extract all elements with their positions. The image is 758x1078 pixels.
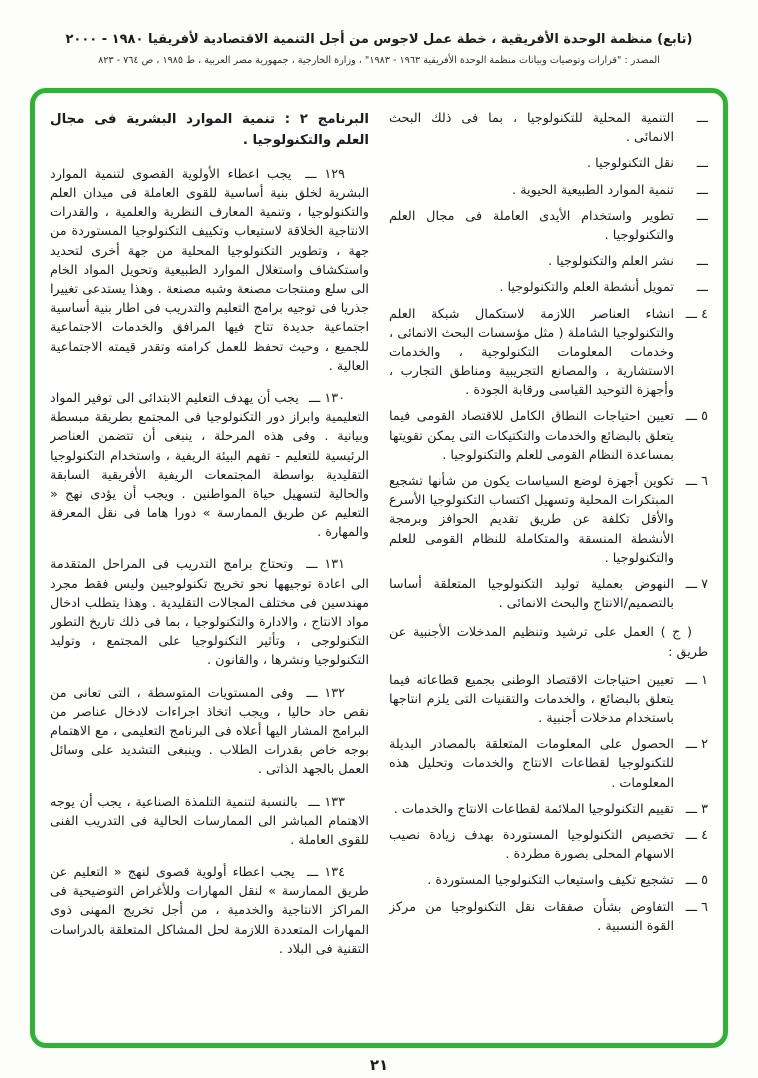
dash-marker: ـــ xyxy=(696,254,708,270)
dash-marker: ـــ xyxy=(696,111,708,126)
item-text: تقييم التكنولوجيا الملائمة لقطاعات الانتاج والخدمات . xyxy=(393,801,674,817)
item-text: تعيين احتياجات النطاق الكامل للاقتصاد القومى فيما يتعلق بالبضائع والخدمات والتكتيكات التى يمكن تقويتها بمساعدة النظام القومى للعلم والتكنولوجيا . xyxy=(389,409,674,463)
paragraph-text: وتحتاج برامج التدريب فى المراحل المتقدمة الى اعادة توجيهها نحو تخريج تكنولوجيين وليس فقط مجرد مهندسين فى مختلف المجالات التقليدية . وهذا يتطلب ادخال مواد الانتاج ، والادارة والتكنولوجيا ، بما فى ذلك تاريخ التطور التكنولوجى ، وتأثير التكنولوجيا على المجتمع ، وتوليد التكنولوجيا ونشرها ، والقانون . xyxy=(50,557,369,669)
numbered-item-4 xyxy=(389,305,708,401)
list-item xyxy=(389,252,708,271)
document-title: (تابع) منظمة الوحدة الأفريقية ، خطة عمل لاجوس من أجل التنمية الاقتصادية لأفريقيا ١٩٨٠ - ٢٠٠٠ xyxy=(65,32,693,47)
item-number: ٦ ـــ xyxy=(685,474,708,489)
item-number: ٥ ـــ xyxy=(685,873,708,889)
item-text: نقل التكنولوجيا . xyxy=(587,156,674,172)
item-text: تمويل أنشطة العلم والتكنولوجيا . xyxy=(499,280,674,296)
foreign-item-5 xyxy=(389,871,708,890)
document-header xyxy=(0,0,758,66)
list-item xyxy=(389,181,708,200)
item-text: تكوين أجهزة لوضع السياسات يكون من شأنها تشجيع المبتكرات المحلية وتسهيل اكتساب التكنولوجيا الأسرع والأقل تكلفة عن طريق تقديم الحوافز وبرمجة الأنشطة المنسقة والمتكاملة للنظام القومى للعلم والتكنولوجيا . xyxy=(389,474,674,566)
paragraph-134 xyxy=(50,863,369,959)
paragraph-132 xyxy=(50,684,369,780)
list-item xyxy=(389,278,708,297)
document-source-line: المصدر : "قرارات وتوصيات وبيانات منظمة الوحدة الأفريقية ١٩٦٣ - ١٩٨٣" ، وزارة الخارجية ، جمهورية مصر العربية ، ط ١٩٨٥ ، ص ٧٦٤ - ٨٢٣ xyxy=(98,55,660,66)
item-number: ٣ ـــ xyxy=(685,801,708,817)
paragraph-number: ١٣٠ ـــ xyxy=(308,390,345,406)
paragraph-130 xyxy=(50,389,369,543)
item-text: النهوض بعملية توليد التكنولوجيا المتعلقة أساسا بالتصميم/الانتاج والبحث الانمائى . xyxy=(389,576,674,612)
paragraph-131 xyxy=(50,555,369,670)
item-text: تشجيع تكيف واستيعاب التكنولوجيا المستوردة . xyxy=(427,873,674,889)
item-number: ٢ ـــ xyxy=(685,737,708,753)
paragraph-number: ١٣١ ـــ xyxy=(306,557,345,573)
item-text: انشاء العناصر اللازمة لاستكمال شبكة العلم والتكنولوجيا الشاملة ( مثل مؤسسات البحث الانمائى ، وخدمات المعلومات التكنولوجية ، والخدمات الاستشارية ، والمصانع التجريبية ومناطق التجارب ، وأجهزة التوحيد القياسى ورقابة الجودة . xyxy=(389,306,674,399)
foreign-item-6 xyxy=(389,898,708,936)
foreign-item-2 xyxy=(389,735,708,793)
paragraph-number: ١٣٢ ـــ xyxy=(306,685,345,701)
item-text: تخصيص التكنولوجيا المستوردة بهدف زيادة نصيب الاسهام المحلى بصورة مطردة . xyxy=(389,828,674,863)
item-number: ٧ ـــ xyxy=(685,576,708,592)
item-number: ٥ ـــ xyxy=(685,409,708,425)
subheading-foreign-inputs: ( ج ) العمل على ترشيد وتنظيم المدخلات الأجنبية عن طريق : xyxy=(389,625,708,660)
paragraph-text: بالنسبة لتنمية التلمذة الصناعية ، يجب أن يوجه الاهتمام المباشر الى الممارسات الحالية فى التدريب الفنى للقوى العاملة . xyxy=(50,794,369,848)
dash-marker: ـــ xyxy=(696,280,708,296)
foreign-item-4 xyxy=(389,826,708,864)
item-number: ٤ ـــ xyxy=(685,828,708,843)
numbered-item-6 xyxy=(389,472,708,568)
paragraph-text: يجب اعطاء الأولوية القصوى لتنمية الموارد البشرية لخلق بنية أساسية للقوى العاملة فى ميدان العلم والتكنولوجيا ، وتنمية المعارف النظرية والعلمية ، والقدرات الانتاجية الخلاقة لاستيعاب وتكييف التكنولوجيا المستوردة من جهة ، وتطوير التكنولوجيا المحلية من جهة أخرى لتحديد واستكشاف واستغلال الموارد الطبيعية وتحويل المواد الخام الى سلع ومنتجات مصنعة وشبه مصنعة . وهذا يستدعى تغييرا جذريا فى توجيه برامج التعليم والتدريب فى اطار بنية أساسية اجتماعية جديدة تتاح فيها المرافق والخدمات الاجتماعية للجميع ، وحيث تحفظ للعمل كرامته وتقدر قيمته الاجتماعية العالية . xyxy=(50,166,369,374)
foreign-item-1 xyxy=(389,671,708,729)
paragraph-number: ١٣٤ ـــ xyxy=(306,865,345,881)
item-number: ٤ ـــ xyxy=(685,306,708,322)
two-column-layout xyxy=(50,109,708,1033)
item-text: تنمية الموارد الطبيعية الحيوية . xyxy=(512,182,674,198)
dash-marker: ـــ xyxy=(696,208,708,224)
item-number: ٦ ـــ xyxy=(685,899,708,915)
item-text: نشر العلم والتكنولوجيا . xyxy=(548,254,674,270)
paragraph-text: وفى المستويات المتوسطة ، التى تعانى من نقص حاد حاليا ، ويجب اتخاذ اجراءات لادخال عناصر من البرامج المشار اليها أعلاه فى البرنامج التعليمى ، مع الاهتمام بوجه خاص بقدرات الطلاب . وينبغى التشديد على وسائل العمل بالجهد الذاتى . xyxy=(50,685,369,778)
dash-marker: ـــ xyxy=(696,156,708,172)
foreign-item-3 xyxy=(389,800,708,819)
item-text: التنمية المحلية للتكنولوجيا ، بما فى ذلك البحث الانمائى . xyxy=(389,111,674,146)
item-text: التفاوض بشأن صفقات نقل التكنولوجيا من مركز القوة النسبية . xyxy=(389,899,674,934)
page-number: ٢١ xyxy=(369,1056,389,1074)
green-border-frame xyxy=(30,88,728,1048)
item-text: تطوير واستخدام الأيدى العاملة فى مجال العلم والتكنولوجيا . xyxy=(389,208,674,243)
paragraph-133 xyxy=(50,793,369,851)
paragraph-text: يجب اعطاء أولوية قصوى لنهج « التعليم عن طريق الممارسة » لنقل المهارات وللأغراض التوضيحية فى المراكز الانتاجية والخدمية ، من أجل تخريج المهنى ذوى المهارات المتعددة اللازمة لحل المشاكل المتعلقة بالدراسات التقنية فى البلاد . xyxy=(50,865,369,957)
list-item xyxy=(389,109,708,147)
numbered-item-7 xyxy=(389,575,708,613)
list-item xyxy=(389,207,708,245)
paragraph-number: ١٢٩ ـــ xyxy=(305,166,345,182)
left-column xyxy=(50,109,369,1033)
item-text: تعيين احتياجات الاقتصاد الوطنى بجميع قطاعاته فيما يتعلق بالبضائع ، والخدمات والتقنيات التى يلزم انتاجها باستخدام مدخلات أجنبية . xyxy=(389,672,674,727)
dash-marker: ـــ xyxy=(696,182,708,198)
paragraph-129 xyxy=(50,165,369,376)
program-2-heading: البرنامج ٢ : تنمية الموارد البشرية فى مجال العلم والتكنولوجيا . xyxy=(50,112,369,149)
numbered-item-5 xyxy=(389,407,708,465)
item-text: الحصول على المعلومات المتعلقة بالمصادر البديلة للتكنولوجيا لقطاعات الانتاج والخدمات وتحليل هذه المعلومات . xyxy=(389,737,674,791)
paragraph-number: ١٣٣ ـــ xyxy=(308,794,345,810)
item-number: ١ ـــ xyxy=(685,672,708,688)
paragraph-text: يجب أن يهدف التعليم الابتدائى الى توفير المواد التعليمية وابراز دور التكنولوجيا فى المجتمع بطريقة مبسطة وبيانية . وفى هذه المرحلة ، ينبغى أن تتضمن العناصر الرئيسية للتعليم - تفهم البيئة الريفية ، واستخدام التكنولوجيا التقليدية بواسطة المجتمعات الريفية الأفريقية السابقة والحالية لتسهيل حياة المواطنين . ويجب أن يؤدى نهج « التعليم عن طريق الممارسة » دورا هاما فى نقل المعرفة والمهارة . xyxy=(50,390,369,541)
list-item xyxy=(389,154,708,173)
right-column xyxy=(389,109,708,1033)
